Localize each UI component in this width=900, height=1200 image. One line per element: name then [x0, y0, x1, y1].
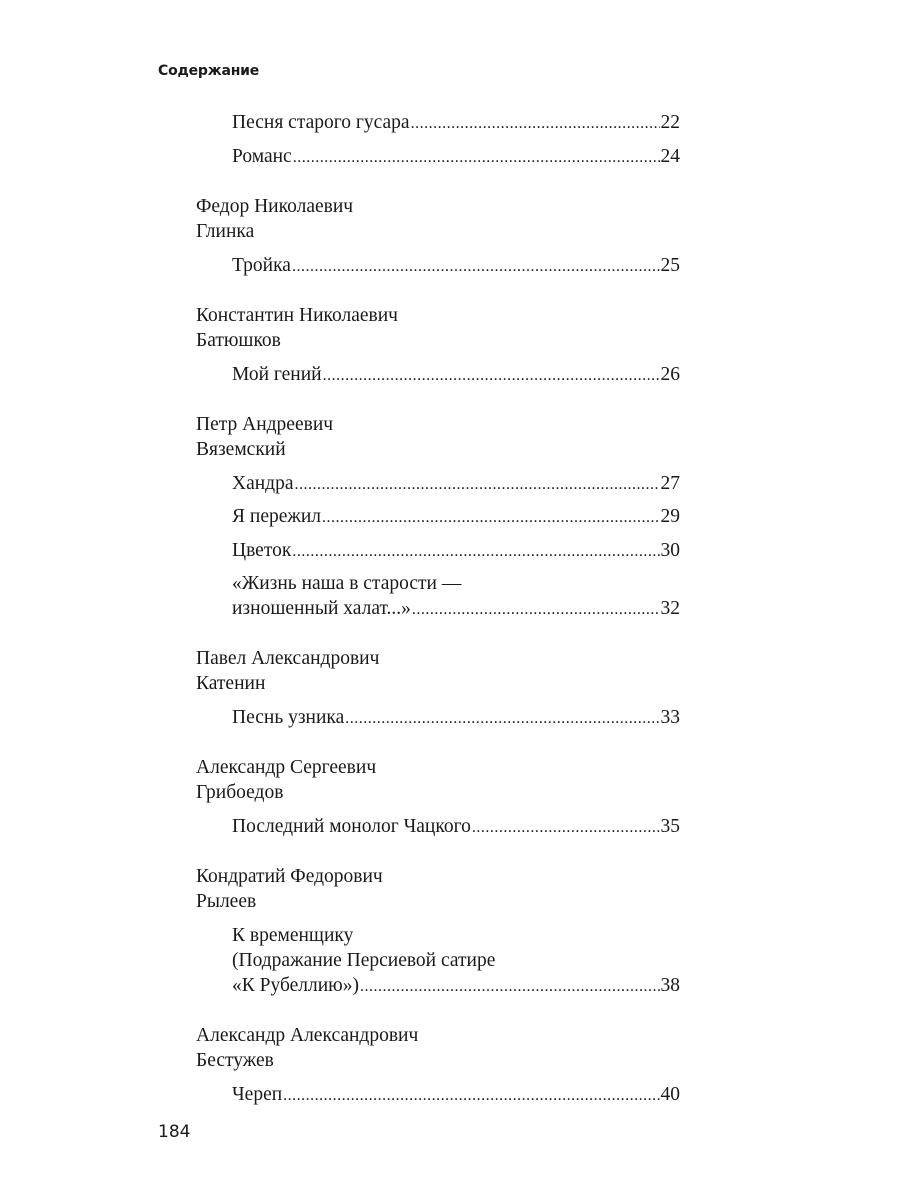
author-last-name: Грибоедов	[196, 782, 284, 803]
dot-leader	[295, 472, 660, 497]
author-heading	[196, 303, 680, 353]
entry-title: Я пережил	[232, 506, 322, 527]
author-heading	[196, 755, 680, 805]
poem-list	[196, 705, 680, 731]
entry-page: 33	[660, 707, 680, 728]
entry-title: Хандра	[232, 472, 294, 494]
author-first-name: Александр Сергеевич	[196, 757, 377, 778]
entry-title: Цветок	[232, 539, 292, 561]
dot-leader	[283, 1083, 659, 1108]
author-first-name: Павел Александрович	[196, 648, 380, 669]
toc-entry[interactable]	[232, 705, 680, 731]
toc-entry[interactable]	[232, 538, 680, 564]
toc-entry[interactable]	[232, 362, 680, 388]
poem-list	[196, 253, 680, 279]
entry-title: Череп	[232, 1084, 283, 1105]
toc-entry[interactable]	[232, 253, 680, 279]
entry-page: 22	[660, 112, 680, 133]
author-heading	[196, 646, 680, 696]
author-heading	[196, 864, 680, 914]
dot-leader	[322, 505, 659, 530]
entry-page: 25	[660, 254, 680, 276]
toc-entry[interactable]	[232, 471, 680, 497]
poem-list	[196, 471, 680, 623]
toc-entry[interactable]	[232, 923, 680, 999]
dot-leader	[411, 111, 660, 136]
toc-entry[interactable]	[232, 110, 680, 136]
entry-title-line: (Подражание Персиевой сатире	[232, 950, 496, 971]
entry-title-line: К временщику	[232, 925, 354, 946]
dot-leader	[412, 597, 660, 622]
dot-leader	[323, 363, 660, 388]
author-first-name: Константин Николаевич	[196, 304, 398, 326]
toc-entry[interactable]	[232, 571, 680, 622]
toc-entry[interactable]	[232, 144, 680, 170]
entry-page: 26	[660, 363, 680, 385]
author-first-name: Александр Александрович	[196, 1025, 419, 1046]
entry-title: Тройка	[232, 254, 291, 276]
author-heading	[196, 412, 680, 462]
table-of-contents	[196, 110, 680, 1116]
dot-leader	[292, 539, 659, 564]
author-last-name: Вяземский	[196, 438, 286, 460]
entry-page: 40	[660, 1084, 680, 1105]
author-last-name: Рылеев	[196, 891, 257, 912]
author-last-name: Глинка	[196, 220, 255, 242]
entry-page: 29	[660, 506, 680, 527]
toc-entry[interactable]	[232, 814, 680, 840]
entry-title: изношенный халат...»	[232, 598, 411, 619]
author-first-name: Петр Андреевич	[196, 413, 334, 435]
entry-page: 27	[660, 472, 680, 494]
page-number: 184	[158, 1122, 191, 1142]
author-last-name: Катенин	[196, 673, 266, 694]
dot-leader	[472, 815, 660, 840]
entry-title: Мой гений	[232, 363, 322, 385]
entry-page: 30	[660, 539, 680, 561]
entry-page: 24	[660, 145, 680, 167]
author-last-name: Бестужев	[196, 1050, 274, 1071]
dot-leader	[292, 254, 660, 279]
dot-leader	[360, 974, 660, 999]
entry-title-line: «Жизнь наша в старости —	[232, 573, 462, 594]
toc-entry[interactable]	[232, 1082, 680, 1108]
poem-list	[196, 923, 680, 999]
running-head: Содержание	[158, 63, 260, 79]
entry-title: «К Рубеллию»)	[232, 975, 359, 996]
poem-list	[196, 362, 680, 388]
author-first-name: Федор Николаевич	[196, 195, 354, 217]
author-heading	[196, 1023, 680, 1073]
entry-page: 32	[660, 598, 680, 619]
poem-list	[196, 1082, 680, 1108]
author-heading	[196, 194, 680, 244]
entry-title: Последний монолог Чацкого	[232, 816, 471, 837]
dot-leader	[293, 145, 660, 170]
dot-leader	[345, 706, 659, 731]
continued-poem-list	[196, 110, 680, 170]
poem-list	[196, 814, 680, 840]
entry-page: 35	[660, 816, 680, 837]
entry-title: Песнь узника	[232, 707, 345, 728]
author-last-name: Батюшков	[196, 329, 281, 351]
entry-title: Романс	[232, 145, 292, 167]
author-first-name: Кондратий Федорович	[196, 866, 383, 887]
entry-title: Песня старого гусара	[232, 112, 410, 133]
entry-page: 38	[660, 975, 680, 996]
toc-entry[interactable]	[232, 504, 680, 530]
